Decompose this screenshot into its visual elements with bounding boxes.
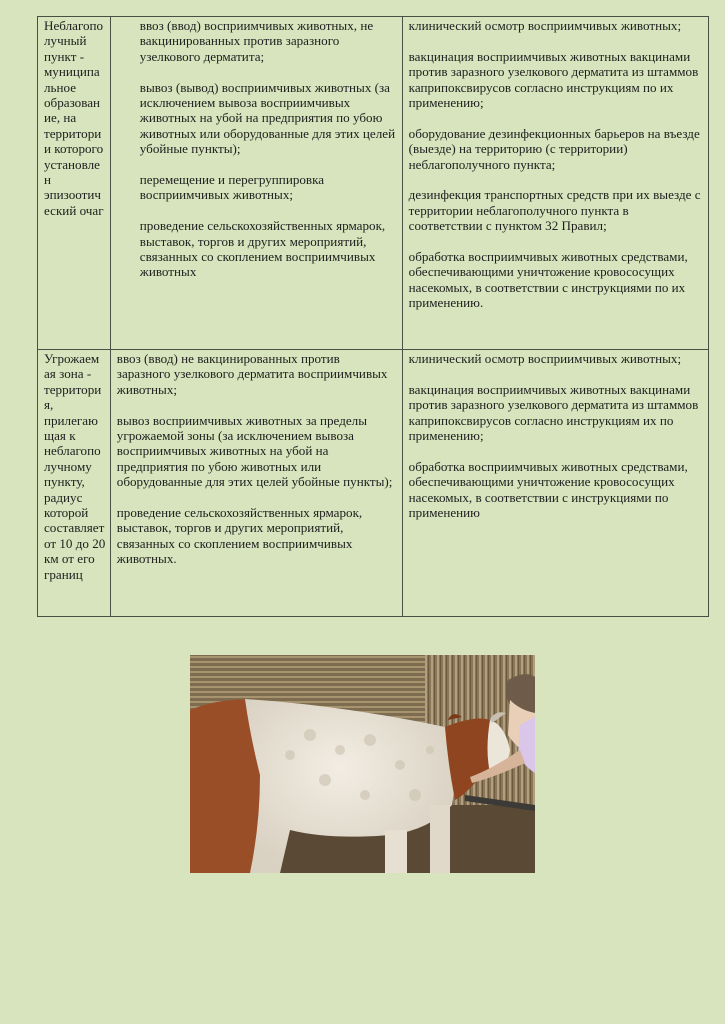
measures-cell bbox=[402, 17, 708, 350]
restrictions-table bbox=[37, 16, 709, 617]
measure-item: дезинфекция транспортных средств при их выезде с территории неблагополучного пункта в соответствии с пунктом 32 Правил; bbox=[408, 187, 701, 234]
restriction-item: вывоз (вывод) восприимчивых животных (за исключением вывоза восприимчивых животных на убой на предприятия по убою животных или оборудованные для этих целей убойные пункты); bbox=[139, 79, 396, 157]
table-row-outbreak-point bbox=[38, 17, 709, 350]
restrictions-cell bbox=[110, 17, 402, 350]
measure-item: вакцинация восприимчивых животных вакцинами против заразного узелкового дерматита из штаммов каприпоксвирусов согласно инструкциям их по применению; bbox=[408, 381, 699, 444]
measure-item: клинический осмотр восприимчивых животных; bbox=[408, 351, 682, 366]
zone-cell bbox=[38, 17, 111, 350]
measures-cell bbox=[402, 350, 708, 617]
measure-item: обработка восприимчивых животных средствами, обеспечивающими уничтожение кровососущих насекомых, в соответствии с инструкциями по применению bbox=[408, 458, 688, 521]
restriction-item: ввоз (ввод) восприимчивых животных, не вакцинированных против заразного узелкового дерматита; bbox=[139, 18, 374, 64]
restriction-item: ввоз (ввод) не вакцинированных против заразного узелкового дерматита восприимчивых животных; bbox=[116, 351, 388, 397]
restriction-item: перемещение и перегруппировка восприимчивых животных; bbox=[139, 172, 325, 203]
zone-label: Неблагопо лучный пункт - муниципа льное образован ие, на территори и которого установле н эпизоотич еский очаг bbox=[44, 18, 104, 218]
cow-image-icon bbox=[190, 655, 535, 873]
measure-item: вакцинация восприимчивых животных вакцинами против заразного узелкового дерматита из штаммов каприпоксвирусов согласно инструкциям по их применению; bbox=[408, 48, 699, 111]
cow-photo bbox=[190, 655, 535, 873]
restrictions-cell bbox=[110, 350, 402, 617]
measure-item: клинический осмотр восприимчивых животных; bbox=[408, 18, 682, 33]
restriction-item: вывоз восприимчивых животных за пределы угрожаемой зоны (за исключением вывоза восприимчивых животных на убой на предприятия по убою животных или оборудованные для этих целей убойные пункты); bbox=[116, 412, 393, 490]
zone-cell bbox=[38, 350, 111, 617]
restriction-item: проведение сельскохозяйственных ярмарок, выставок, торгов и других мероприятий, связанных со скоплением восприимчивых животных bbox=[139, 218, 386, 280]
table-row-threatened-zone bbox=[38, 350, 709, 617]
measure-item: оборудование дезинфекционных барьеров на въезде (выезде) на территорию (с территории) неблагополучного пункта; bbox=[408, 125, 700, 172]
zone-label: Угрожаем ая зона - территори я, прилегаю щая к неблагопо лучному пункту, радиус которой составляет от 10 до 20 км от его границ bbox=[44, 351, 106, 582]
restriction-item: проведение сельскохозяйственных ярмарок, выставок, торгов и других мероприятий, связанных со скоплением восприимчивых животных. bbox=[116, 505, 363, 567]
measure-item: обработка восприимчивых животных средствами, обеспечивающими уничтожение кровососущих насекомых, в соответствии с инструкциями по их применению. bbox=[408, 249, 688, 311]
